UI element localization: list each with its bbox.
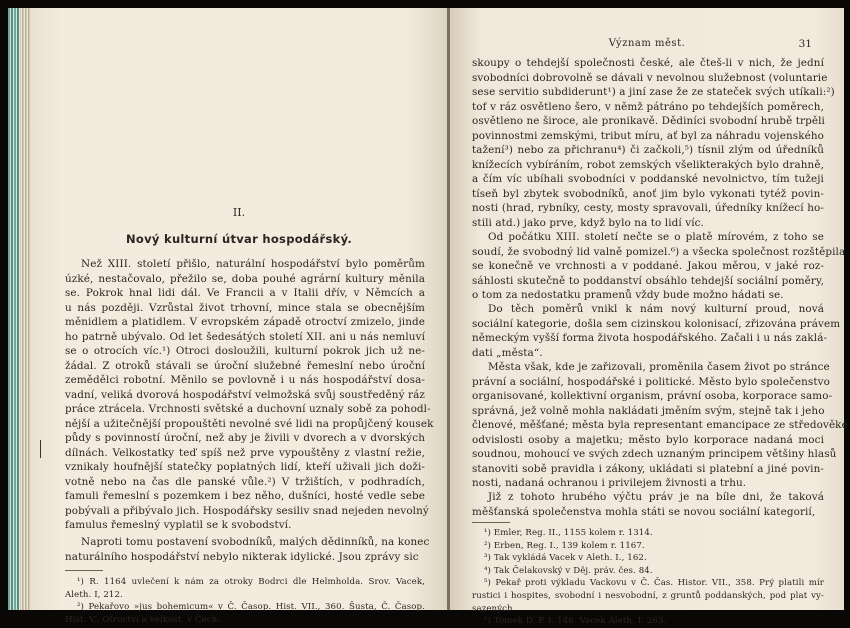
text-line: tíseň byl zbytek svobodníků, anoť jim bylo vykonati tytéž povin- [472,187,824,200]
text-line: Než XIII. století přišlo, naturální hospodářství bylo poměrům [81,258,425,270]
text-line: správná, jež volně mohla nakládati jměním svým, stejně tak i jeho [472,404,825,417]
right-page [450,8,848,627]
right-footnotes [472,527,824,628]
book-edge-teal [8,8,20,610]
text-line: se. Pokrok hnal lidi dál. Ve Francii a v Italii dřív, v Němcích a [65,287,425,299]
left-paragraph-1 [65,257,434,533]
text-line: vznikaly houfnější statečky poplatných lidí, kteří uživali jich doži- [65,461,425,473]
footnote-line: ⁴) Tak Čelakovský v Děj. práv. čes. 84. [484,565,653,576]
left-footnotes [65,576,425,626]
text-line: Města však, kde je zařizovali, proměnila časem život po stránce [488,361,830,373]
text-line: a čím víc ubíhali svobodníci v poddanské nevolnictvo, tím tužeji [472,173,824,185]
chapter-heading: Nový kulturní útvar hospodářský. [125,232,353,246]
text-line: tažení³) nebo za přichranu⁴) či začkoli,⁵) tísnil zlým od úředníků [472,144,824,156]
footnote-line: ⁶) Tomek D. P. I. 146. Vacek Aleth. I. 263. [484,616,667,627]
text-line: úzké, nestačovalo, přežilo se, doba pouhé agrární kultury měnila [65,272,425,285]
footnote-line: ²) Pekařovo »jus bohemicum« v Č. Časop. Hist. VII., 360. Šusta, Č. Časop. [77,602,425,613]
footnote-line: sazených. [472,603,516,614]
text-line: měnidlem a platidlem. V evropském západě otroctví zmizelo, jinde [65,316,425,328]
footnote-line: Aleth. I, 212. [65,589,123,600]
right-paragraph-4 [472,360,848,491]
text-line: soudnou, mohoucí ve svých zdech uznaným principem většiny hlasů [472,448,837,460]
text-line: Do těch poměrů vnikl k nám nový kulturní proud, nová [488,303,824,315]
text-line: osvětleno ne široce, ale pronikavě. Dědiníci svobodní hrubě trpěli [472,115,825,127]
text-line: měšťanská společenstva mohla státi se novou sociální kategorií, [472,505,816,518]
text-line: organisované, kollektivní organism, právní osoba, korporace samo- [472,390,833,402]
text-line: skoupy o tehdejší společnosti české, ale čteš-li v nich, že jední [472,57,824,69]
footnote-line: Hist. V., Otroctví a velkost. v Čech. [65,614,221,625]
right-paragraph-5 [472,490,824,519]
text-line: členové, měšťané; města byla representant emancipace ze středověké [472,419,848,431]
text-line: tof v ráz osvětleno šero, v němž pátráno po tehdejších poměrech, [472,100,824,113]
right-paragraph-3 [472,302,841,360]
left-paragraph-2 [65,535,430,564]
text-line: soudí, že svobodný lid valně pomizel.⁶) a všecka společnost rozštěpila [472,245,846,258]
text-line: nější a užitečnější propouštěti nevolné své lidi na propůjčený kousek [65,417,434,430]
text-line: povinnostmi zemskými, tribut míru, ať byl za náhradu vojenského [472,129,824,142]
text-line: odvislosti osoby a majetku; město bylo korporace nadaná moci [472,433,824,446]
text-line: ho patrně ubývalo. Od let šedesátých století XII. ani u nás nemluví [65,330,425,343]
footnote-line: ¹) R. 1164 uvlečení k nám za otroky Bodrci dle Helmholda. Srov. Vacek, [77,577,425,587]
text-line: nosti (hrad, rybníky, cesty, mosty spravovali, úředníky knížecí ho- [472,202,824,214]
text-line: žádal. Z otroků stávali se úroční služebné řemeslní nebo úroční [65,359,425,372]
text-line: právní a sociální, hospodářské i politické. Město bylo společenstvo [472,375,830,388]
text-line: nosti, nadaná ochranou i privilejem živnosti a trhu. [472,477,747,489]
text-line: Již z tohoto hrubého výčtu práv je na bíle dni, že taková [488,491,824,503]
right-paragraph-2 [472,230,846,303]
text-line: votně nebo na čas dle panské vůle.²) V tržištích, v podhradích, [65,475,425,488]
footnote-line: ²) Erben, Reg. I., 139 kolem r. 1167. [484,540,645,551]
text-line: knížecích vybíráním, robot zemských všelikterakých bylo drahně, [472,158,824,171]
text-line: svobodníci dobrovolně se dávali v nevolnou služebnost (voluntarie [472,71,828,84]
footnote-line: ¹) Emler, Reg. II., 1155 kolem r. 1314. [484,528,653,538]
text-line: půdy s povinností úroční, než aby je živili v dvorech a v dvorských [65,432,425,444]
text-line: stili atd.) jako prve, když bylo na to lidí víc. [472,216,704,229]
text-line: zemědělci robotní. Měnilo se povlovně i u nás hospodářství dosa- [65,374,425,386]
text-line: sociální kategorie, došla sem cizinskou kolonisací, zřizována právem [472,317,841,330]
text-line: Od počátku XIII. století nečte se o platě mírovém, z toho se [488,231,824,243]
text-line: o tom za nedostatku pramenů vždy bude možno hádati se. [472,289,784,301]
text-line: vadní, veliká dvorová hospodářství velmožská svůj soustředěný ráz [65,388,425,401]
running-header: Význam měst. [608,38,686,49]
text-line: německým vyšší forma života hospodářského. Začali i u nás zaklá- [472,332,828,344]
text-line: famuli řemeslní s pozemkem i bez něho, dušníci, hosté vedle sebe [65,490,425,502]
book-edge-pages [20,8,30,610]
margin-mark [40,440,41,458]
text-line: dati „města“. [472,346,543,359]
footnote-line: ³) Tak vykládá Vacek v Aleth. I., 162. [484,553,647,564]
chapter-number: II. [232,206,246,219]
text-line: se o otrocích víc.¹) Otroci dosloužili, kulturní pokrok jich už ne- [65,345,425,357]
text-line: sese servitio subdiderunt¹) a jiní zase že ze stateček svých utíkali:²) [472,86,835,98]
text-line: Naproti tomu postavení svobodníků, malých dědinníků, na konec [81,536,430,548]
right-paragraph-1 [472,56,835,230]
text-line: se konečně ve vrchnosti a v poddané. Jakou měrou, v jaké roz- [472,260,824,272]
text-line: stanoviti sobě pravidla i zákony, ukládati si platební a jiné povin- [472,462,824,475]
footnote-line: rustici i hospites, svobodní i nesvobodní, z gruntů poddanských, pod plat vy- [472,590,824,601]
text-line: práce ztrácela. Vrchnosti světské a duchovní uznaly sobě za pohodl- [65,403,431,415]
text-line: pobývali a přibývalo jich. Hospodářsky sesiliv snad nejeden nevolný [65,504,429,517]
text-line: naturálního hospodářství nebylo nikterak idylické. Jsou zprávy sic [65,550,419,563]
text-line: famulus řemeslný vyplatil se k svobodství. [65,519,292,531]
footnote-rule [472,522,510,523]
footnote-rule [65,570,103,571]
text-line: u nás později. Vzrůstal život trhovní, mince stala se obecnějším [65,301,425,314]
page-number: 31 [798,38,812,50]
left-page [30,8,448,625]
footnote-line: ⁵) Pekař proti výkladu Vackovu v Č. Čas. Histor. VII., 358. Prý platili mír [484,578,824,589]
text-line: dílnách. Velkostatky teď spíš než prve vypouštěny z vlastní režie, [65,446,425,459]
text-line: sáhlosti skutečně to poddanství obsáhlo tehdejší sociální poměry, [472,274,824,287]
